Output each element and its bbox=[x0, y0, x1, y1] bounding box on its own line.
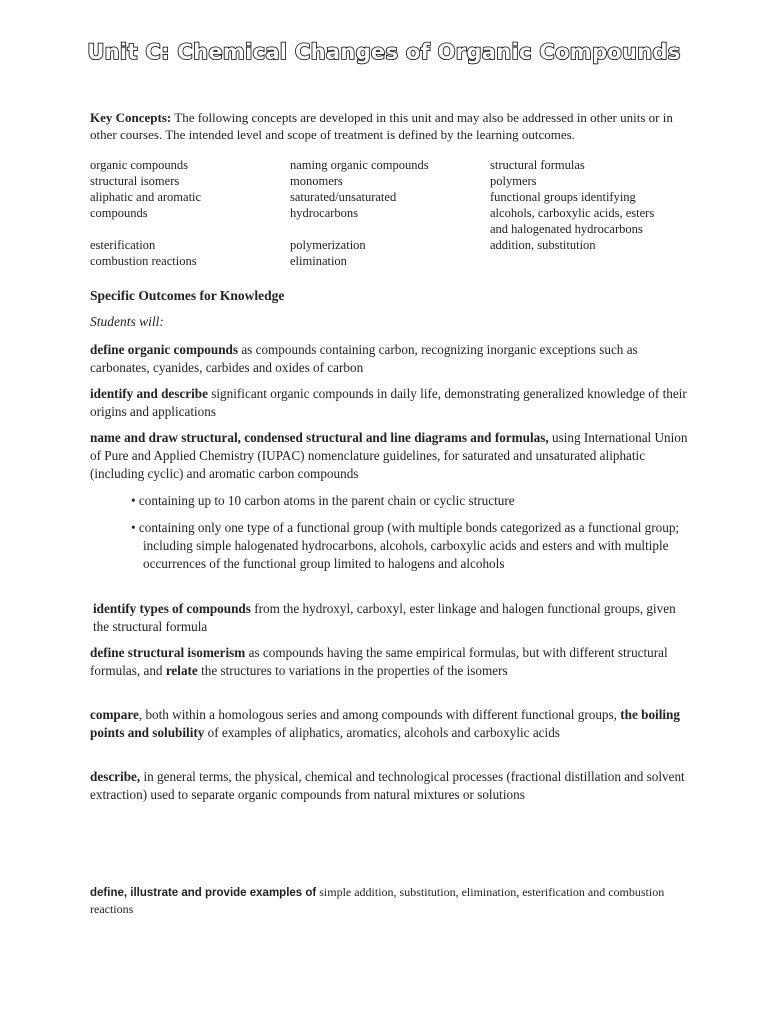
outcome-text: , both within a homologous series and among compounds with different functional groups, bbox=[138, 707, 621, 722]
concept-row bbox=[90, 205, 690, 221]
key-concepts-label: Key Concepts: bbox=[90, 110, 172, 125]
concept-item: esterification bbox=[90, 238, 156, 252]
concept-item: monomers bbox=[290, 174, 343, 188]
concept-item: structural formulas bbox=[490, 158, 585, 172]
outcome-define-isomerism bbox=[90, 644, 690, 680]
concept-item: combustion reactions bbox=[90, 254, 197, 268]
outcome-text: as compounds having the same empirical formulas, but with different structural formulas, and bbox=[90, 645, 668, 678]
outcome-keyword: name and draw structural, condensed structural and line diagrams and formulas, bbox=[90, 430, 549, 445]
outcome-define-organic bbox=[90, 341, 690, 377]
outcome-compare bbox=[90, 706, 690, 742]
outcome-keyword: define, illustrate and provide examples of bbox=[90, 887, 317, 899]
concept-item: naming organic compounds bbox=[290, 158, 429, 172]
outcome-identify-types bbox=[93, 600, 693, 636]
outcome-keyword: define organic compounds bbox=[90, 342, 239, 357]
concept-row bbox=[90, 237, 690, 253]
outcome-keyword: compare bbox=[90, 707, 139, 722]
concept-row bbox=[90, 253, 690, 269]
concept-item: structural isomers bbox=[90, 174, 180, 188]
outcome-keyword: identify types of compounds bbox=[93, 601, 251, 616]
outcome-text: simple addition, substitution, elimination, esterification and combustion reactions bbox=[90, 885, 665, 916]
concept-item: functional groups identifying bbox=[490, 190, 636, 204]
concept-row bbox=[90, 157, 690, 173]
concept-item: alcohols, carboxylic acids, esters bbox=[490, 206, 655, 220]
outcome-text: in general terms, the physical, chemical and technological processes (fractional distillation and solvent extraction) used to separate organic compounds from natural mixtures or solutions bbox=[90, 769, 685, 802]
specific-outcomes-heading: Specific Outcomes for Knowledge bbox=[90, 288, 285, 303]
concept-item: addition, substitution bbox=[490, 238, 596, 252]
outcome-text: from the hydroxyl, carboxyl, ester linkage and halogen functional groups, given the structural formula bbox=[93, 601, 676, 634]
outcome-keyword: identify and describe bbox=[90, 386, 208, 401]
concept-item: polymerization bbox=[290, 238, 366, 252]
outcome-text: as compounds containing carbon, recognizing inorganic exceptions such as carbonates, cyanides, carbides and oxides of carbon bbox=[90, 342, 638, 375]
students-will-label: Students will: bbox=[90, 314, 164, 329]
outcome-text: using International Union of Pure and Applied Chemistry (IUPAC) nomenclature guidelines, for saturated and unsaturated aliphatic (including cyclic) and aromatic carbon compounds bbox=[90, 430, 688, 481]
concept-item: polymers bbox=[490, 174, 537, 188]
concept-row bbox=[90, 221, 690, 237]
outcome-text: significant organic compounds in daily life, demonstrating generalized knowledge of their origins and applications bbox=[90, 386, 687, 419]
concept-row bbox=[90, 173, 690, 189]
concept-item: and halogenated hydrocarbons bbox=[490, 222, 643, 236]
concept-item: elimination bbox=[290, 254, 347, 268]
bullet-item: • containing up to 10 carbon atoms in the parent chain or cyclic structure bbox=[131, 493, 515, 508]
outcome-define-illustrate bbox=[90, 884, 690, 917]
concept-item: hydrocarbons bbox=[290, 206, 359, 220]
outcome-identify-describe bbox=[90, 385, 690, 421]
outcome-keyword: relate bbox=[165, 663, 198, 678]
outcome-keyword: the boiling points and solubility bbox=[90, 707, 680, 740]
outcome-text: the structures to variations in the properties of the isomers bbox=[197, 663, 508, 678]
key-concepts-text: The following concepts are developed in this unit and may also be addressed in other units or in other courses. The intended level and scope of treatment is defined by the learning outcomes. bbox=[90, 110, 673, 142]
outcome-name-draw bbox=[90, 429, 690, 483]
bullet-item: • containing only one type of a functional group (with multiple bonds categorized as a functional group; including simple halogenated hydrocarbons, alcohols, carboxylic acids and esters and with multiple occurrences of the functional group limited to halogens and alcohols bbox=[131, 520, 680, 571]
concept-item: aliphatic and aromatic bbox=[90, 190, 202, 204]
concept-item: organic compounds bbox=[90, 158, 189, 172]
concepts-list bbox=[90, 157, 690, 269]
outcome-keyword: define structural isomerism bbox=[90, 645, 246, 660]
outcome-text: of examples of aliphatics, aromatics, alcohols and carboxylic acids bbox=[204, 725, 560, 740]
page-title: Unit C: Chemical Changes of Organic Compounds bbox=[87, 40, 681, 64]
concept-row bbox=[90, 189, 690, 205]
concept-item: compounds bbox=[90, 206, 148, 220]
outcome-describe bbox=[90, 768, 690, 804]
outcome-keyword: describe, bbox=[90, 769, 141, 784]
concept-item: saturated/unsaturated bbox=[290, 190, 397, 204]
key-concepts-paragraph bbox=[90, 109, 690, 143]
